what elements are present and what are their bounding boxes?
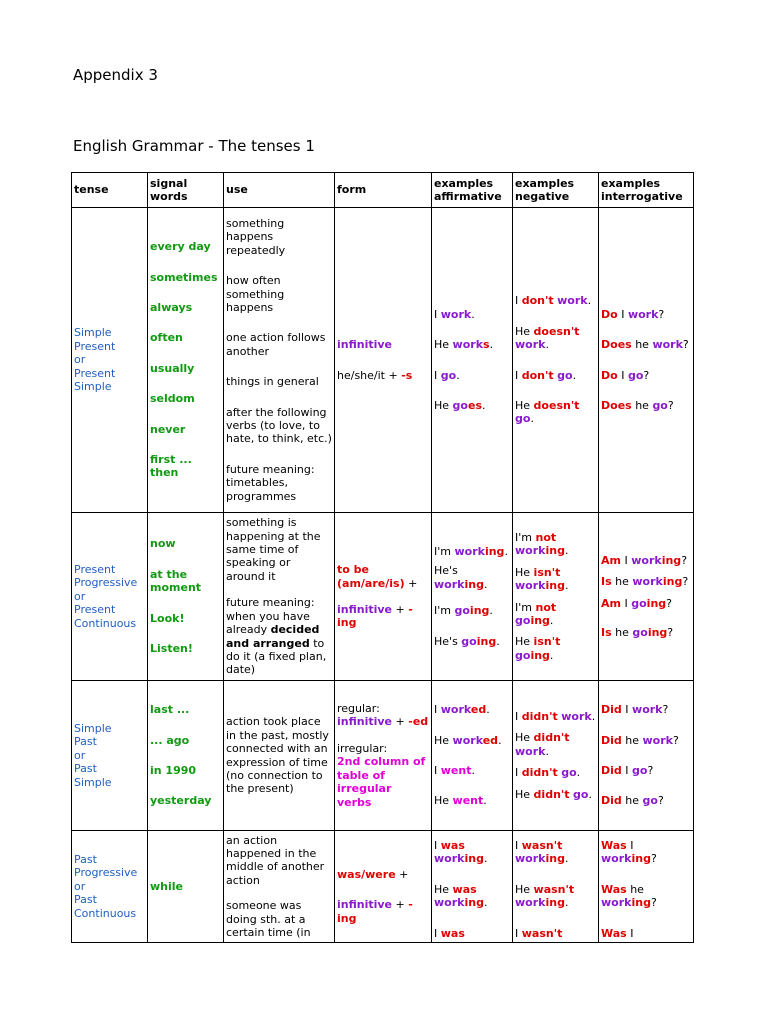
example-negative: He isn't working. bbox=[515, 565, 569, 593]
header-examples-negative: examples negative bbox=[513, 173, 599, 208]
tense-name-line: Past bbox=[74, 893, 97, 907]
example-interrogative: Is he working? bbox=[601, 575, 689, 589]
tense-name-cell bbox=[72, 831, 148, 943]
example-interrogative: Did I work? bbox=[601, 703, 669, 717]
page-title: English Grammar - The tenses 1 bbox=[73, 137, 315, 155]
example-interrogative: Did he work? bbox=[601, 733, 679, 747]
signal-word: sometimes bbox=[150, 270, 218, 284]
example-negative: I didn't work. bbox=[515, 709, 596, 723]
header-examples-affirmative: examples affirmative bbox=[432, 173, 513, 208]
signal-word: usually bbox=[150, 361, 195, 375]
use-text: after the following verbs (to love, to hate, to think, etc.) bbox=[226, 405, 332, 446]
example-affirmative: He goes. bbox=[434, 398, 486, 412]
example-interrogative: Did I go? bbox=[601, 764, 654, 777]
signal-word: often bbox=[150, 331, 183, 345]
tense-name-line: Progressive bbox=[74, 866, 138, 880]
example-negative: He didn't work. bbox=[515, 731, 570, 758]
tense-name-line: Simple bbox=[74, 380, 112, 394]
signal-word: every day bbox=[150, 240, 211, 254]
table-row bbox=[72, 513, 694, 681]
affirmative-cell bbox=[432, 208, 513, 513]
example-interrogative: Do I go? bbox=[601, 368, 650, 382]
signal-word: yesterday bbox=[150, 794, 212, 808]
example-negative: I didn't go. bbox=[515, 766, 581, 780]
use-text: someone was doing sth. at a certain time (in bbox=[226, 899, 311, 940]
tense-name-line: Past bbox=[74, 853, 97, 866]
example-affirmative: I go. bbox=[434, 368, 460, 382]
tense-name-line: or bbox=[74, 353, 86, 367]
form-infinitive-ing: infinitive + -ing bbox=[337, 898, 413, 925]
signal-words-cell bbox=[148, 513, 224, 681]
use-text: how often something happens bbox=[226, 274, 285, 314]
tense-name-line: Simple bbox=[74, 775, 112, 789]
use-text: future meaning: when you have already decided and arranged to do it (a fixed plan, date) bbox=[226, 596, 327, 677]
signal-word: always bbox=[150, 300, 193, 314]
tense-name-cell bbox=[72, 681, 148, 831]
example-negative: He didn't go. bbox=[515, 787, 592, 801]
header-use: use bbox=[224, 173, 335, 208]
example-affirmative: He's working. bbox=[434, 564, 488, 591]
header-examples-interrogative: examples interrogative bbox=[599, 173, 694, 208]
use-text: action took place in the past, mostly connected with an expression of time (no connection to the present) bbox=[226, 715, 329, 796]
interrogative-cell bbox=[599, 831, 694, 943]
tense-name-cell bbox=[72, 208, 148, 513]
form-infinitive-ing: infinitive + -ing bbox=[337, 603, 413, 630]
example-negative: I'm not going. bbox=[515, 600, 557, 627]
signal-words-cell bbox=[148, 208, 224, 513]
form-cell bbox=[335, 208, 432, 513]
table-header-row bbox=[72, 173, 694, 208]
example-negative: He isn't going. bbox=[515, 635, 561, 662]
tense-name-line: Present bbox=[74, 366, 116, 380]
signal-word: while bbox=[150, 879, 183, 893]
signal-word: first ... then bbox=[150, 453, 192, 480]
example-interrogative: Is he going? bbox=[601, 625, 674, 639]
tense-name-line: Past bbox=[74, 735, 97, 749]
example-interrogative: Was he working? bbox=[601, 882, 657, 910]
tense-name-cell bbox=[72, 513, 148, 681]
negative-cell bbox=[513, 513, 599, 681]
use-text: something happens repeatedly bbox=[226, 216, 286, 257]
tense-name-line: Past bbox=[74, 762, 97, 776]
use-cell bbox=[224, 681, 335, 831]
signal-word: ... ago bbox=[150, 733, 190, 747]
tense-name-line: Present bbox=[74, 562, 116, 576]
tense-name-line: Present bbox=[74, 603, 116, 617]
table-row bbox=[72, 208, 694, 513]
tense-name-line: Present bbox=[74, 339, 116, 353]
form-cell bbox=[335, 831, 432, 943]
example-affirmative: I'm working. bbox=[434, 544, 508, 558]
form-infinitive: infinitive bbox=[337, 338, 393, 352]
use-cell bbox=[224, 513, 335, 681]
negative-cell bbox=[513, 681, 599, 831]
example-affirmative: I work. bbox=[434, 307, 475, 321]
example-interrogative: Am I going? bbox=[601, 596, 672, 610]
example-negative: He doesn't go. bbox=[515, 398, 580, 426]
table-row bbox=[72, 831, 694, 943]
signal-words-cell bbox=[148, 681, 224, 831]
use-text: one action follows another bbox=[226, 331, 326, 358]
example-negative: He doesn't work. bbox=[515, 324, 580, 352]
use-text: future meaning: timetables, programmes bbox=[226, 462, 315, 503]
tense-name-line: Continuous bbox=[74, 906, 137, 920]
affirmative-cell bbox=[432, 831, 513, 943]
form-irregular-label: irregular: bbox=[337, 741, 388, 755]
affirmative-cell bbox=[432, 513, 513, 681]
signal-word: last ... bbox=[150, 703, 190, 717]
use-cell bbox=[224, 831, 335, 943]
header-tense: tense bbox=[72, 173, 148, 208]
affirmative-cell bbox=[432, 681, 513, 831]
form-was-were: was/were + bbox=[337, 867, 409, 881]
example-affirmative: He worked. bbox=[434, 733, 502, 747]
example-affirmative: I was working. bbox=[434, 839, 488, 866]
example-interrogative: Did he go? bbox=[601, 794, 664, 808]
signal-word: now bbox=[150, 537, 176, 551]
signal-word: Look! bbox=[150, 611, 185, 625]
use-text: things in general bbox=[226, 375, 319, 389]
signal-word: at the moment bbox=[150, 567, 202, 595]
example-negative: I wasn't bbox=[515, 926, 563, 940]
signal-words-cell bbox=[148, 831, 224, 943]
example-interrogative: Was I bbox=[601, 926, 634, 940]
use-cell bbox=[224, 208, 335, 513]
example-interrogative: Do I work? bbox=[601, 307, 665, 321]
tenses-table bbox=[71, 172, 694, 943]
tense-name-line: Continuous bbox=[74, 616, 137, 630]
form-irregular: 2nd column of table of irregular verbs bbox=[337, 755, 426, 809]
tense-name-line: or bbox=[74, 879, 86, 893]
signal-word: Listen! bbox=[150, 642, 193, 656]
tense-name-line: Progressive bbox=[74, 576, 138, 590]
example-negative: He wasn't working. bbox=[515, 882, 575, 910]
form-third-person: he/she/it + -s bbox=[337, 368, 413, 382]
appendix-label: Appendix 3 bbox=[73, 66, 158, 84]
interrogative-cell bbox=[599, 513, 694, 681]
header-form: form bbox=[335, 173, 432, 208]
example-affirmative: He works. bbox=[434, 338, 494, 352]
signal-word: never bbox=[150, 422, 186, 436]
negative-cell bbox=[513, 831, 599, 943]
interrogative-cell bbox=[599, 208, 694, 513]
tense-name-line: or bbox=[74, 589, 86, 603]
example-negative: I don't go. bbox=[515, 368, 577, 382]
header-signal-words: signal words bbox=[148, 173, 224, 208]
form-regular: infinitive + -ed bbox=[337, 715, 429, 729]
example-interrogative: Am I working? bbox=[601, 553, 688, 567]
negative-cell bbox=[513, 208, 599, 513]
example-affirmative: He's going. bbox=[434, 634, 500, 648]
form-cell bbox=[335, 681, 432, 831]
form-to-be: to be (am/are/is) + bbox=[337, 563, 418, 590]
example-affirmative: I worked. bbox=[434, 703, 490, 717]
example-negative: I'm not working. bbox=[515, 530, 569, 558]
tense-name-line: Simple bbox=[74, 721, 112, 735]
use-text: something is happening at the same time of speaking or around it bbox=[226, 516, 321, 583]
example-negative: I don't work. bbox=[515, 294, 592, 308]
table-row bbox=[72, 681, 694, 831]
tense-name-line: or bbox=[74, 748, 86, 762]
example-interrogative: Does he go? bbox=[601, 398, 674, 412]
example-interrogative: Was I working? bbox=[601, 839, 657, 866]
signal-word: in 1990 bbox=[150, 764, 197, 777]
form-cell bbox=[335, 513, 432, 681]
interrogative-cell bbox=[599, 681, 694, 831]
example-affirmative: I was bbox=[434, 926, 465, 940]
example-affirmative: I'm going. bbox=[434, 604, 493, 618]
form-regular-label: regular: bbox=[337, 702, 380, 716]
example-interrogative: Does he work? bbox=[601, 338, 689, 352]
signal-word: seldom bbox=[150, 392, 195, 406]
example-affirmative: I went. bbox=[434, 764, 475, 777]
tense-name-line: Simple bbox=[74, 326, 112, 340]
example-negative: I wasn't working. bbox=[515, 839, 569, 866]
example-affirmative: He went. bbox=[434, 794, 487, 808]
example-affirmative: He was working. bbox=[434, 882, 488, 910]
use-text: an action happened in the middle of another action bbox=[226, 833, 325, 887]
